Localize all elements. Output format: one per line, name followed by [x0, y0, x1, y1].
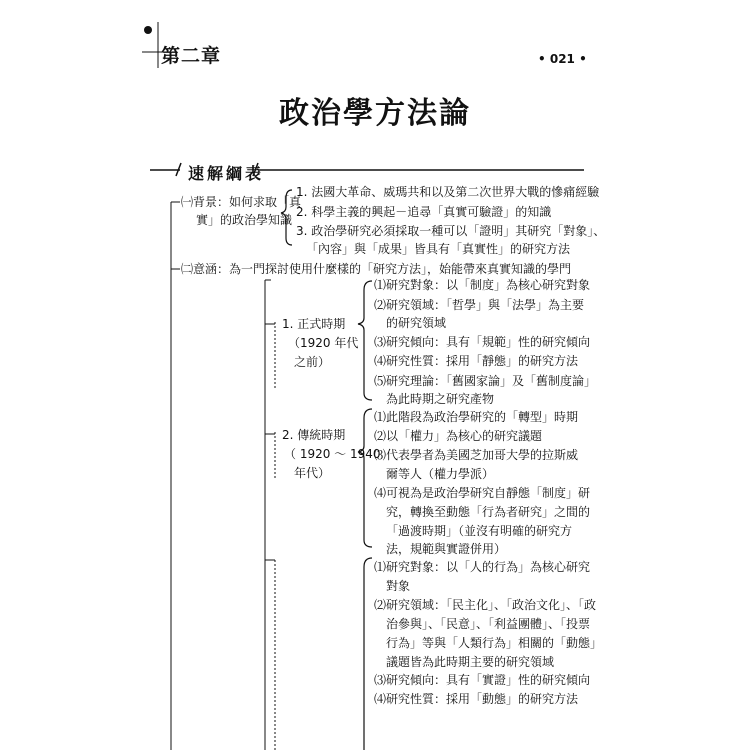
traditional-period-item: 爾等人（權力學派）: [386, 467, 495, 481]
page-title: 政治學方法論: [279, 96, 471, 131]
formal-period-item: ⑸研究理論：「舊國家論」及「舊制度論」: [374, 374, 597, 388]
behavioral-period-item: 對象: [386, 579, 411, 593]
outline-one-label-line2: 實」的政治學知識: [196, 213, 293, 227]
formal-period-item: ⑶研究傾向：具有「規範」性的研究傾向: [374, 335, 591, 349]
formal-period-label-line1: 1. 正式時期: [282, 317, 346, 331]
formal-period-item: ⑵研究領域：「哲學」與「法學」為主要: [374, 298, 585, 312]
traditional-period-item: ⑵以「權力」為核心的研究議題: [374, 429, 543, 443]
corner-dot-ornament: [144, 26, 152, 34]
formal-period-item: 為此時期之研究產物: [386, 392, 495, 406]
traditional-period-label-line3: 年代）: [294, 466, 331, 480]
outline-one-item: 3. 政治學研究必須採取一種可以「證明」其研究「對象」、: [296, 224, 606, 238]
behavioral-period-item: 治參與」、「民意」、「利益團體」、「投票: [386, 617, 591, 631]
behavioral-period-item: ⑷研究性質：採用「動態」的研究方法: [374, 692, 579, 706]
behavioral-period-item: ⑵研究領域：「民主化」、「政治文化」、「政: [374, 598, 597, 612]
formal-period-item: ⑷研究性質：採用「靜態」的研究方法: [374, 354, 579, 368]
formal-period-label-line2: （1920 年代: [288, 336, 359, 350]
chapter-heading: 第二章: [161, 45, 222, 67]
traditional-period-item: 法，規範與實證併用）: [386, 542, 507, 556]
behavioral-period-item: ⑴研究對象：以「人的行為」為核心研究: [374, 560, 591, 574]
formal-period-item: 的研究領域: [386, 316, 447, 330]
traditional-period-label-line2: （ 1920 ～ 1940: [284, 447, 381, 461]
traditional-period-item: ⑴此階段為政治學研究的「轉型」時期: [374, 410, 579, 424]
page-number: • 021 •: [538, 52, 587, 66]
section-title: 速解綱表: [188, 164, 265, 183]
outline-one-label-line1: ㈠背景：如何求取「真: [181, 195, 302, 209]
traditional-period-item: 究，轉換至動態「行為者研究」之間的: [386, 505, 591, 519]
traditional-period-item: ⑶代表學者為美國芝加哥大學的拉斯威: [374, 448, 579, 462]
traditional-period-item: ⑷可視為是政治學研究自靜態「制度」研: [374, 486, 591, 500]
traditional-period-label-line1: 2. 傳統時期: [282, 428, 346, 442]
traditional-period-item: 「過渡時期」（並沒有明確的研究方: [386, 524, 573, 538]
outline-one-item: 1. 法國大革命、威瑪共和以及第二次世界大戰的慘痛經驗: [296, 185, 600, 199]
outline-one-item: 2. 科學主義的興起－追尋「真實可驗證」的知識: [296, 205, 552, 219]
behavioral-period-item: 議題皆為此時期主要的研究領域: [386, 655, 555, 669]
outline-two-label: ㈡意涵：為一門探討使用什麼樣的「研究方法」，始能帶來真實知識的學門: [181, 262, 572, 276]
formal-period-item: ⑴研究對象：以「制度」為核心研究對象: [374, 278, 591, 292]
behavioral-period-item: ⑶研究傾向：具有「實證」性的研究傾向: [374, 673, 591, 687]
behavioral-period-item: 行為」等與「人類行為」相關的「動態」: [386, 636, 603, 650]
outline-one-item: 「內容」與「成果」皆具有「真實性」的研究方法: [306, 242, 571, 256]
formal-period-label-line3: 之前）: [294, 355, 331, 369]
